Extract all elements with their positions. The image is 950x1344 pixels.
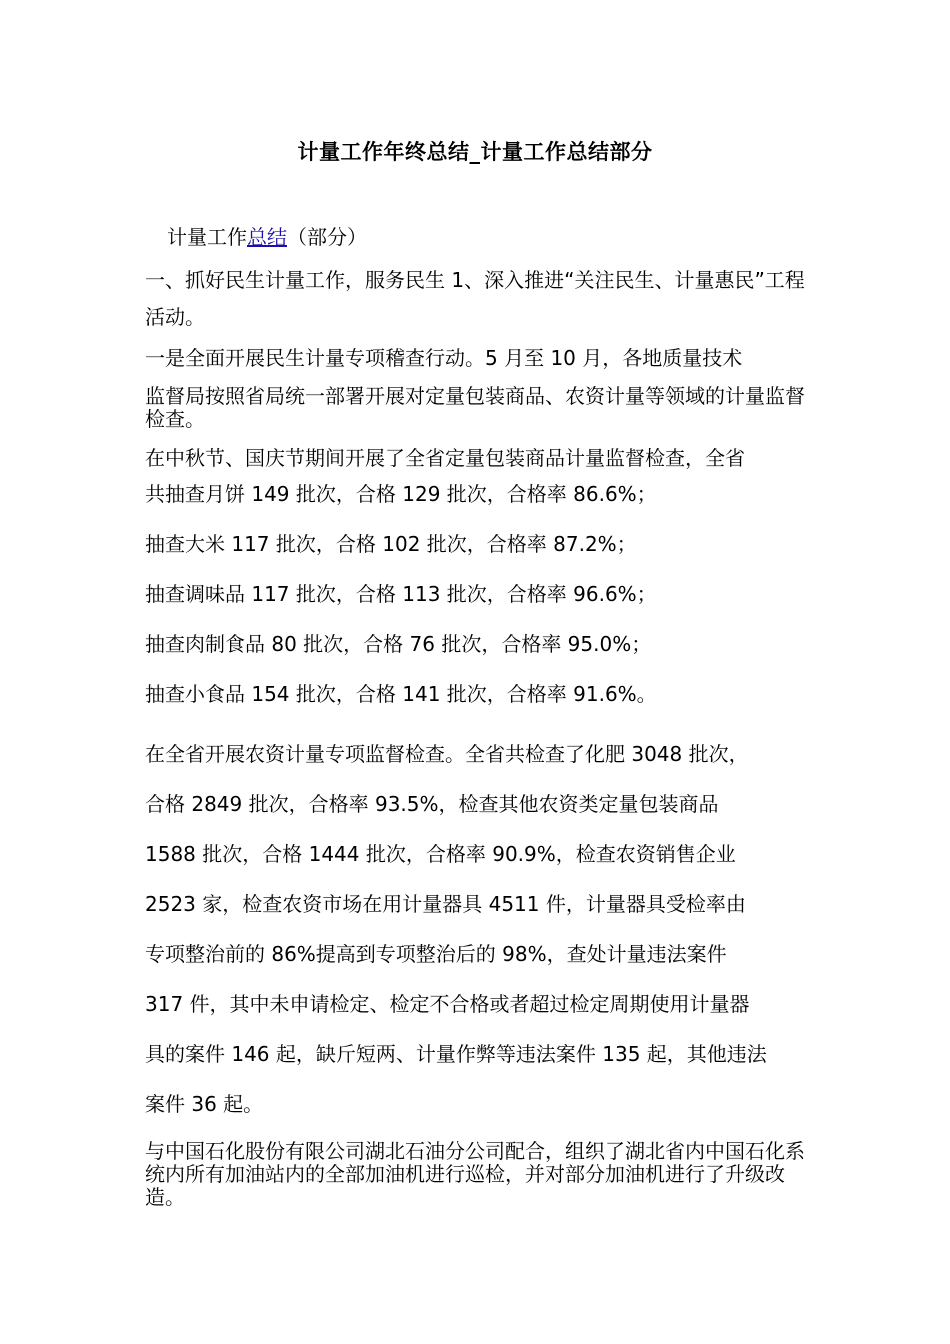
paragraph-3-line: 在全省开展农资计量专项监督检查。全省共检查了化肥 3048 批次， bbox=[145, 742, 749, 766]
intro-suffix: （部分） bbox=[287, 225, 367, 249]
intro-line bbox=[145, 224, 810, 250]
intro-text: 计量工作 bbox=[167, 225, 247, 249]
paragraph-4: 与中国石化股份有限公司湖北石油分公司配合，组织了湖北省内中国石化系统内所有加油站内的全部加油机进行巡检，并对部分加油机进行了升级改造。 bbox=[145, 1139, 805, 1209]
paragraph-3-line: 1588 批次，合格 1444 批次，合格率 90.9%，检查农资销售企业 bbox=[145, 842, 736, 866]
paragraph-3-line: 合格 2849 批次，合格率 93.5%，检查其他农资类定量包装商品 bbox=[145, 792, 719, 816]
summary-link[interactable]: 总结 bbox=[247, 225, 287, 249]
paragraph-3-line: 具的案件 146 起，缺斤短两、计量作弊等违法案件 135 起，其他违法 bbox=[145, 1042, 767, 1066]
paragraph-3-line: 专项整治前的 86%提高到专项整治后的 98%，查处计量违法案件 bbox=[145, 942, 727, 966]
paragraph-3-line: 2523 家，检查农资市场在用计量器具 4511 件，计量器具受检率由 bbox=[145, 892, 746, 916]
paragraph-1-line2: 监督局按照省局统一部署开展对定量包装商品、农资计量等领域的计量监督检查。 bbox=[145, 384, 805, 431]
paragraph-2-line2: 共抽查月饼 149 批次，合格 129 批次，合格率 86.6%； bbox=[145, 482, 657, 506]
inspection-item: 抽查调味品 117 批次，合格 113 批次，合格率 96.6%； bbox=[145, 582, 657, 606]
paragraph-3-line: 案件 36 起。 bbox=[145, 1092, 264, 1116]
inspection-item: 抽查肉制食品 80 批次，合格 76 批次，合格率 95.0%； bbox=[145, 632, 652, 656]
document-title: 计量工作年终总结_计量工作总结部分 bbox=[297, 140, 653, 164]
inspection-item: 抽查大米 117 批次，合格 102 批次，合格率 87.2%； bbox=[145, 532, 637, 556]
paragraph-2-line1: 在中秋节、国庆节期间开展了全省定量包装商品计量监督检查，全省 bbox=[145, 446, 745, 470]
paragraph-3-line: 317 件，其中未申请检定、检定不合格或者超过检定周期使用计量器 bbox=[145, 992, 750, 1016]
section1-heading: 一、抓好民生计量工作，服务民生 1、深入推进“关注民生、计量惠民”工程活动。 bbox=[145, 268, 805, 329]
inspection-item: 抽查小食品 154 批次，合格 141 批次，合格率 91.6%。 bbox=[145, 682, 657, 706]
paragraph-1-line1: 一是全面开展民生计量专项稽查行动。5 月至 10 月，各地质量技术 bbox=[145, 346, 743, 370]
